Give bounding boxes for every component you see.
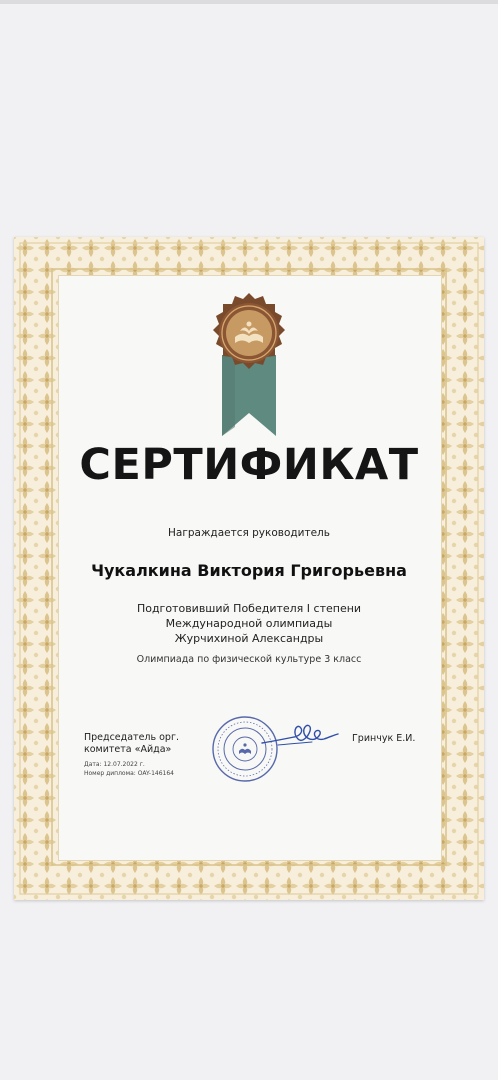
description-line-3: Журчихиной Александры [174,632,324,645]
awarded-line: Награждается руководитель [168,527,330,539]
certificate-title: СЕРТИФИКАТ [79,440,419,490]
signer-name: Гринчук Е.И. [352,733,416,744]
chairman-line-1: Председатель орг. [84,732,179,743]
description-line-2: Международной олимпиады [165,617,333,630]
book-emblem-medal-icon [205,289,293,439]
diploma-number: Номер диплома: OAY-146164 [84,770,175,777]
recipient-name: Чукалкина Виктория Григорьевна [91,561,407,580]
olympiad-subject-line: Олимпиада по физической культуре 3 класс [136,654,362,665]
chairman-line-2: комитета «Айда» [84,744,172,755]
status-bar-strip [0,0,498,4]
issue-date: Дата: 12.07.2022 г. [84,761,145,768]
signature-scribble [260,717,340,753]
description-line-1: Подготовивший Победителя I степени [136,602,362,615]
chairman-block [84,732,179,778]
certificate-page [14,237,484,900]
